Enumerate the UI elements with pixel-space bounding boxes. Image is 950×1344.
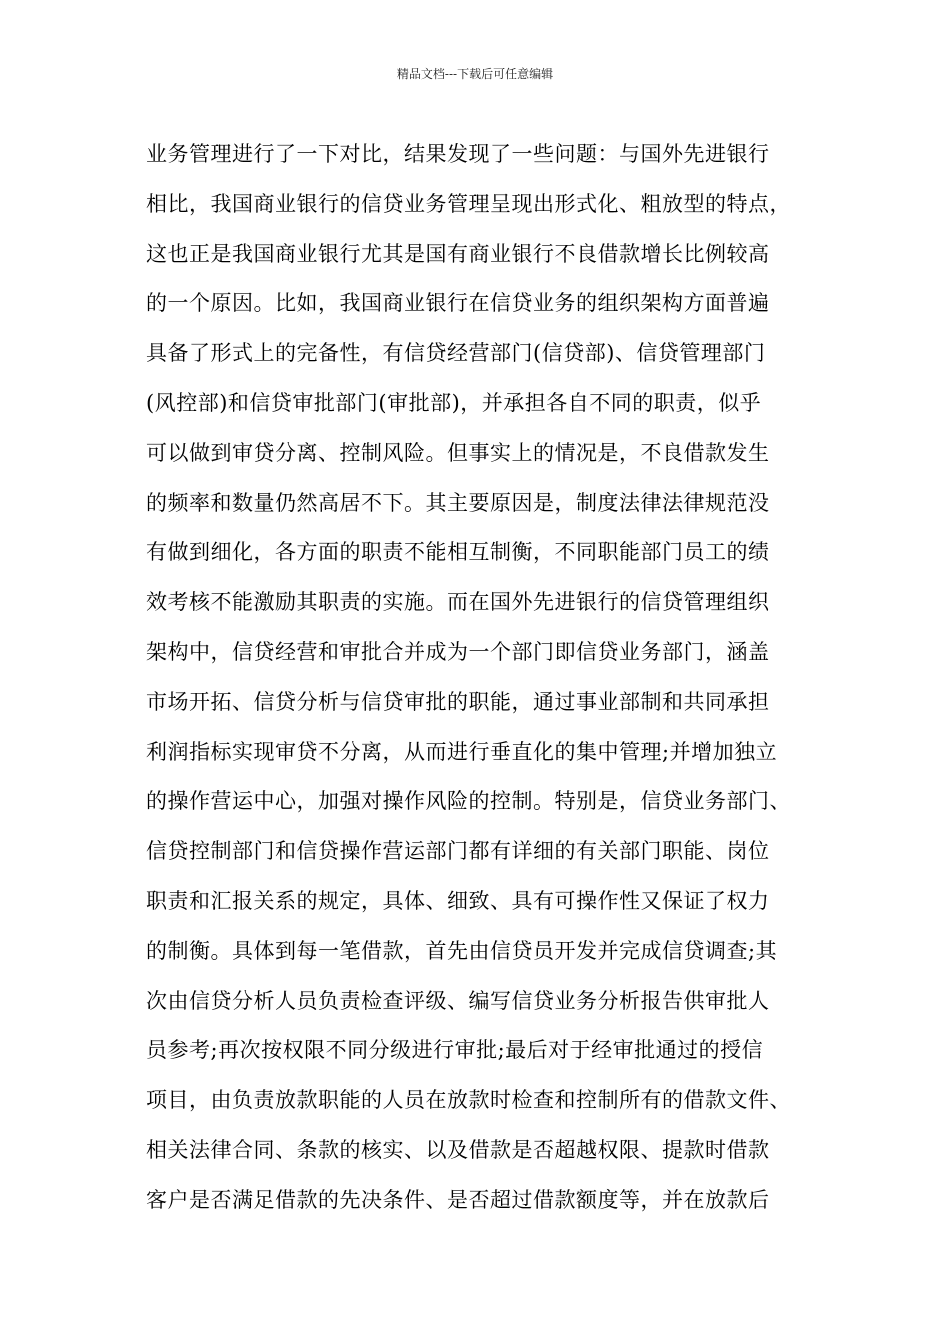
text-line: 业务管理进行了一下对比，结果发现了一些问题：与国外先进银行 — [146, 142, 770, 166]
text-line: 职责和汇报关系的规定，具体、细致、具有可操作性又保证了权力 — [146, 888, 770, 913]
text-line: 这也正是我国商业银行尤其是国有商业银行不良借款增长比例较高 — [146, 241, 770, 266]
text-line: 信贷控制部门和信贷操作营运部门都有详细的有关部门职能、岗位 — [146, 839, 770, 864]
text-line: 相关法律合同、条款的核实、以及借款是否超越权限、提款时借款 — [146, 1137, 770, 1162]
text-line: 的制衡。具体到每一笔借款，首先由信贷员开发并完成信贷调查;其 — [146, 938, 778, 963]
text-line: 市场开拓、信贷分析与信贷审批的职能，通过事业部制和共同承担 — [146, 689, 770, 714]
text-line: 效考核不能激励其职责的实施。而在国外先进银行的信贷管理组织 — [146, 590, 770, 615]
text-line: 的一个原因。比如，我国商业银行在信贷业务的组织架构方面普遍 — [146, 291, 770, 316]
page-header: 精品文档---下载后可任意编辑 — [396, 67, 554, 81]
text-line: 架构中，信贷经营和审批合并成为一个部门即信贷业务部门，涵盖 — [146, 639, 770, 664]
text-line: 相比，我国商业银行的信贷业务管理呈现出形式化、粗放型的特点， — [146, 191, 791, 216]
text-line: 项目，由负责放款职能的人员在放款时检查和控制所有的借款文件、 — [146, 1088, 791, 1113]
body-text — [146, 130, 806, 1226]
text-line: 利润指标实现审贷不分离，从而进行垂直化的集中管理;并增加独立 — [146, 739, 778, 764]
text-line: 有做到细化，各方面的职责不能相互制衡，不同职能部门员工的绩 — [146, 540, 770, 565]
text-line: (风控部)和信贷审批部门(审批部)，并承担各自不同的职责，似乎 — [146, 390, 762, 415]
text-line: 可以做到审贷分离、控制风险。但事实上的情况是，不良借款发生 — [146, 440, 770, 465]
text-line: 的频率和数量仍然高居不下。其主要原因是，制度法律法律规范没 — [146, 490, 770, 515]
text-line: 客户是否满足借款的先决条件、是否超过借款额度等，并在放款后 — [146, 1187, 770, 1212]
text-line: 的操作营运中心，加强对操作风险的控制。特别是，信贷业务部门、 — [146, 789, 791, 814]
text-line: 具备了形式上的完备性，有信贷经营部门(信贷部)、信贷管理部门 — [146, 341, 766, 366]
text-line: 次由信贷分析人员负责检查评级、编写信贷业务分析报告供审批人 — [146, 988, 770, 1013]
text-line: 员参考;再次按权限不同分级进行审批;最后对于经审批通过的授信 — [146, 1038, 764, 1063]
